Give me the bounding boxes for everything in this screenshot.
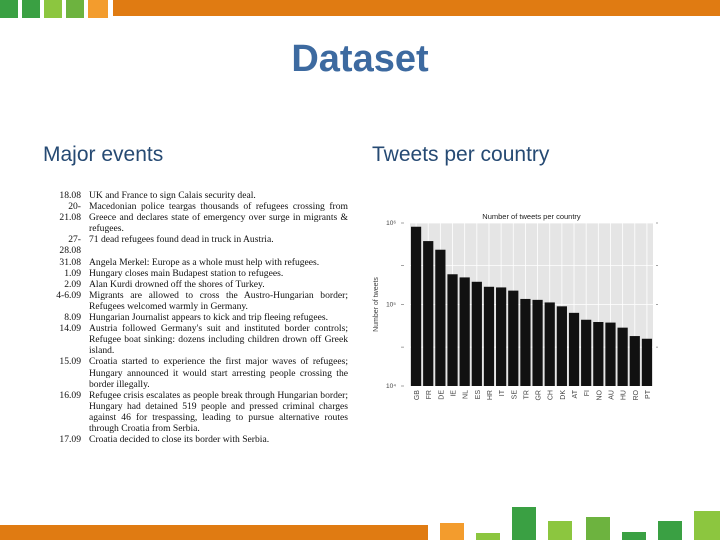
x-tick-label: ES — [474, 390, 482, 400]
bar-pt — [642, 339, 652, 386]
event-row — [52, 190, 348, 201]
event-text: Croatia decided to close its border with Serbia. — [89, 434, 270, 446]
x-tick-label: HR — [486, 390, 494, 401]
event-text: Hungarian Journalist appears to kick and trip fleeing refugees. — [89, 312, 328, 324]
x-tick-label: GR — [535, 390, 543, 401]
top-square-4 — [66, 0, 84, 18]
x-tick-label: DE — [438, 390, 446, 400]
x-tick-label: TR — [523, 390, 531, 400]
x-tick-label: FI — [584, 390, 592, 397]
tweets-per-country-heading: Tweets per country — [372, 143, 550, 166]
x-tick-label: IE — [450, 390, 458, 397]
bar-se — [508, 291, 518, 386]
event-row — [52, 390, 348, 434]
top-square-5 — [88, 0, 108, 18]
bar-gb — [411, 227, 421, 386]
event-text: UK and France to sign Calais security deal. — [89, 190, 256, 201]
event-row — [52, 434, 348, 445]
event-row — [52, 268, 348, 279]
event-date: 1.09 — [64, 267, 81, 279]
bar-ro — [630, 336, 640, 386]
bar-nl — [460, 277, 470, 386]
bar-es — [472, 282, 482, 386]
y-axis-label: Number of tweets — [373, 277, 380, 332]
event-row — [52, 323, 348, 356]
major-events-heading: Major events — [43, 143, 164, 166]
event-text: Migrants are allowed to cross the Austro-Hungarian border; Refugees welcomed warmly in Germany. — [89, 289, 348, 312]
x-tick-label: CH — [547, 390, 555, 401]
event-date: 8.09 — [64, 312, 81, 324]
bar-tr — [520, 299, 530, 386]
event-date: 16.09 — [59, 389, 81, 401]
x-tick-label: AT — [572, 390, 580, 399]
x-tick-label: HU — [620, 390, 628, 401]
event-date: 18.08 — [59, 190, 81, 201]
top-square-2 — [22, 0, 40, 18]
top-orange-bar — [113, 0, 720, 16]
x-tick-label: RO — [632, 390, 640, 401]
event-date: 20-21.08 — [59, 201, 81, 224]
event-row — [52, 201, 348, 234]
event-date: 2.09 — [64, 278, 81, 290]
x-tick-label: PT — [644, 390, 652, 399]
event-text: Austria followed Germany's suit and instituted border controls; Refugee boat sinking: dozens including children drown off Greek island. — [89, 323, 348, 357]
event-text: Croatia started to experience the first major waves of refugees; Hungary announced it would start arresting people crossing the border illegally. — [89, 356, 348, 390]
bar-fr — [423, 241, 433, 386]
y-tick-label: 10⁶ — [386, 220, 396, 227]
event-date: 14.09 — [59, 323, 81, 335]
slide-title: Dataset — [291, 38, 429, 80]
event-row — [52, 312, 348, 323]
event-date: 15.09 — [59, 356, 81, 368]
bar-au — [605, 323, 615, 386]
bar-gr — [532, 300, 542, 386]
bar-de — [435, 250, 445, 386]
events-table — [52, 190, 348, 445]
bottom-orange-bar — [0, 525, 428, 540]
bottom-square-5 — [586, 517, 610, 540]
event-row — [52, 290, 348, 312]
x-tick-label: SE — [511, 390, 519, 400]
y-tick-label: 10⁵ — [386, 301, 396, 309]
x-tick-label: IT — [499, 390, 507, 397]
chart-title: Number of tweets per country — [482, 212, 581, 221]
x-tick-label: DK — [559, 390, 567, 400]
bar-it — [496, 287, 506, 386]
event-text: 71 dead refugees found dead in truck in Austria. — [89, 234, 274, 246]
bar-ch — [545, 302, 555, 386]
x-tick-label: NL — [462, 390, 470, 399]
bottom-square-2 — [476, 533, 500, 540]
event-row — [52, 234, 348, 256]
event-date: 17.09 — [59, 434, 81, 446]
x-tick-label: FR — [426, 390, 434, 400]
bar-ie — [447, 274, 457, 386]
event-date: 27-28.08 — [59, 234, 81, 257]
bar-dk — [557, 306, 567, 386]
bottom-square-1 — [440, 523, 464, 540]
event-date: 4-6.09 — [56, 289, 81, 301]
top-square-3 — [44, 0, 62, 18]
bar-hu — [618, 328, 628, 386]
bar-hr — [484, 287, 494, 386]
bar-no — [593, 322, 603, 386]
y-tick-label: 10⁴ — [385, 383, 396, 390]
bar-fi — [581, 320, 591, 386]
top-square-1 — [0, 0, 18, 18]
x-tick-label: AU — [608, 390, 616, 400]
bottom-square-6 — [622, 532, 646, 540]
event-text: Refugee crisis escalates as people break through Hungarian border; Hungary had detained 519 people and pressed criminal charges against 46 for trespassing, leading to pursue alternative routes through Croatia from Serbia. — [89, 389, 348, 434]
event-text: Hungary closes main Budapest station to refugees. — [89, 267, 284, 279]
bottom-square-8 — [694, 511, 720, 540]
event-row — [52, 279, 348, 290]
x-tick-label: GB — [414, 390, 422, 401]
bottom-square-4 — [548, 521, 572, 540]
x-tick-label: NO — [596, 390, 604, 401]
event-row — [52, 356, 348, 389]
event-date: 31.08 — [59, 256, 81, 268]
bar-at — [569, 313, 579, 386]
bottom-square-3 — [512, 507, 536, 540]
event-text: Angela Merkel: Europe as a whole must help with refugees. — [89, 256, 320, 268]
tweets-bar-chart — [370, 205, 660, 415]
top-decoration — [0, 0, 720, 18]
bottom-square-7 — [658, 521, 682, 540]
event-text: Macedonian police teargas thousands of refugees crossing from Greece and declares state of emergency over surge in migrants & refugees. — [89, 201, 348, 235]
event-text: Alan Kurdi drowned off the shores of Turkey. — [89, 278, 265, 290]
event-row — [52, 257, 348, 268]
